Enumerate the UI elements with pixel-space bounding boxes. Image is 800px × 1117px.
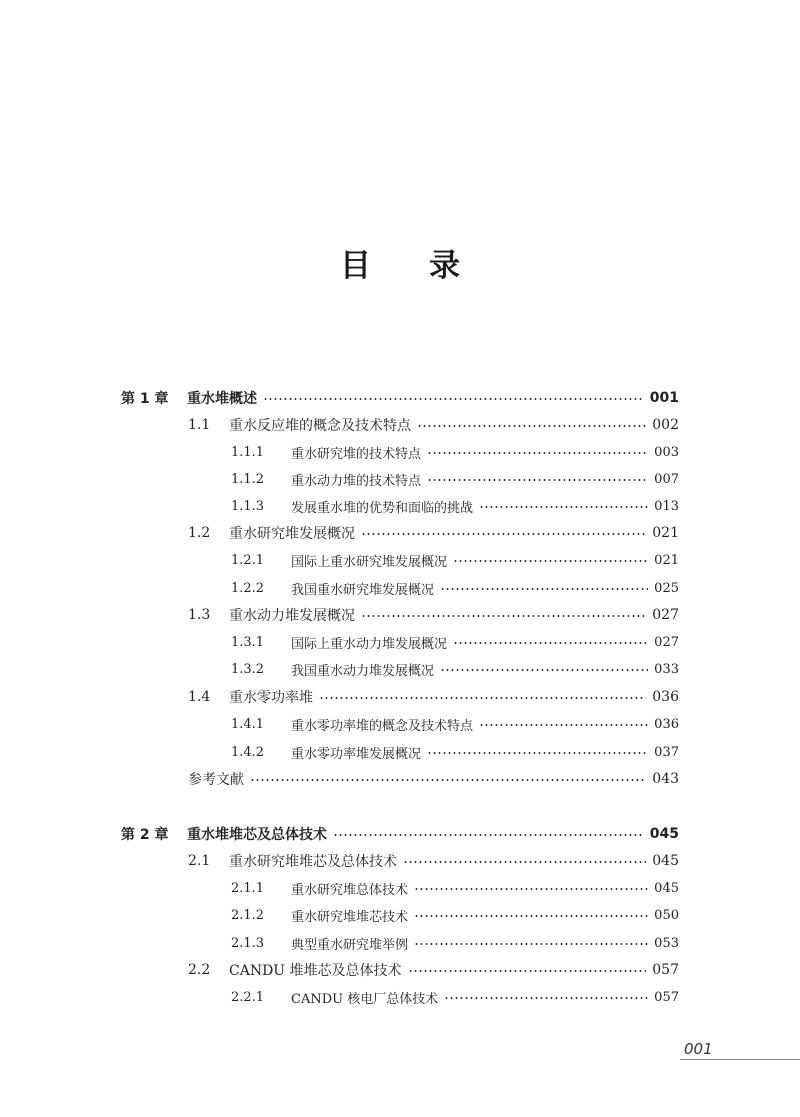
toc-dot-leader [440, 669, 648, 671]
toc-entry[interactable] [0, 931, 800, 955]
toc-entry-number: 2.2 [188, 962, 211, 978]
toc-entry[interactable] [0, 712, 800, 736]
toc-entry-page: 036 [654, 716, 679, 732]
toc-title-char-1: 目 [340, 248, 371, 284]
toc-entry-number: 1.4.1 [231, 716, 265, 732]
page-folio: 001 [684, 1040, 713, 1058]
toc-entry-number: 1.4.2 [231, 744, 265, 760]
toc-entry-page: 021 [654, 552, 679, 568]
toc-entry-page: 045 [652, 853, 679, 869]
toc-dot-leader [403, 861, 646, 863]
toc-dot-leader [361, 615, 646, 617]
toc-entry[interactable] [0, 440, 800, 464]
toc-entry-title: 参考文献 [188, 772, 244, 788]
toc-entry-title: CANDU 堆堆芯及总体技术 [229, 963, 402, 979]
toc-entry-number: 1.1.2 [231, 471, 265, 487]
toc-entry-number: 1.2.2 [231, 580, 265, 596]
toc-entry-page: 027 [654, 634, 679, 650]
toc-entry-page: 021 [652, 525, 679, 541]
toc-entry-number: 1.1.3 [231, 498, 265, 514]
toc-entry-number: 1.2.1 [231, 552, 265, 568]
toc-entry-title: 重水堆概述 [187, 391, 257, 407]
toc-dot-leader [414, 915, 648, 917]
toc-entry-number: 2.1.3 [231, 935, 265, 951]
toc-dot-leader [453, 560, 648, 562]
toc-dot-leader [417, 425, 646, 427]
toc-title [0, 240, 800, 285]
toc-entry-page: 057 [654, 989, 679, 1005]
toc-entry[interactable] [0, 985, 800, 1009]
toc-entry-page: 036 [652, 689, 679, 705]
toc-entry-page: 037 [654, 744, 679, 760]
footer-rule [680, 1059, 800, 1060]
toc-entry-number: 第 2 章 [121, 827, 169, 843]
toc-entry[interactable] [0, 576, 800, 600]
toc-entry-number: 1.3 [188, 607, 211, 623]
toc-entry[interactable] [0, 657, 800, 681]
toc-entry-page: 043 [652, 771, 679, 787]
toc-entry-title: 我国重水研究堆发展概况 [291, 582, 435, 598]
toc-entry[interactable] [0, 630, 800, 654]
toc-entry[interactable] [0, 685, 800, 709]
toc-entry-page: 045 [654, 880, 679, 896]
toc-dot-leader [427, 479, 648, 481]
toc-dot-leader [414, 888, 648, 890]
toc-entry-title: 发展重水堆的优势和面临的挑战 [291, 500, 474, 516]
toc-entry-page: 050 [654, 907, 679, 923]
toc-entry-number: 1.1 [188, 417, 211, 433]
toc-entry-number: 第 1 章 [121, 391, 169, 407]
toc-dot-leader [408, 970, 646, 972]
toc-dot-leader [440, 588, 648, 590]
toc-title-char-2: 录 [429, 248, 460, 284]
toc-entry-page: 033 [654, 661, 679, 677]
toc-entry-title: 重水零功率堆的概念及技术特点 [291, 718, 474, 734]
toc-entry-title: 重水动力堆发展概况 [229, 608, 355, 624]
toc-entry-title: 重水研究堆堆芯及总体技术 [229, 854, 397, 870]
toc-dot-leader [263, 398, 644, 400]
toc-dot-leader [414, 943, 648, 945]
toc-entry-page: 045 [649, 826, 679, 842]
toc-entry[interactable] [0, 767, 800, 791]
toc-entry[interactable] [0, 903, 800, 927]
toc-entry-title: 重水零功率堆 [229, 690, 313, 706]
toc-dot-leader [333, 834, 644, 836]
toc-entry-title: 国际上重水动力堆发展概况 [291, 636, 448, 652]
toc-entry-page: 002 [652, 417, 679, 433]
toc-dot-leader [427, 452, 648, 454]
toc-dot-leader [453, 642, 648, 644]
toc-entry-page: 027 [652, 607, 679, 623]
toc-dot-leader [319, 697, 646, 699]
toc-entry-number: 1.1.1 [231, 444, 265, 460]
toc-entry-title: 重水研究堆发展概况 [229, 526, 355, 542]
toc-entry-title: 重水研究堆堆芯技术 [291, 909, 409, 925]
toc-entry-title: 我国重水动力堆发展概况 [291, 663, 435, 679]
toc-entry-number: 1.4 [188, 689, 211, 705]
toc-dot-leader [361, 533, 646, 535]
toc-entry-number: 1.3.2 [231, 661, 265, 677]
toc-entry-page: 053 [654, 935, 679, 951]
toc-entry-title: 重水动力堆的技术特点 [291, 473, 422, 489]
toc-dot-leader [479, 506, 648, 508]
toc-entry[interactable] [0, 494, 800, 518]
toc-entry-number: 1.2 [188, 525, 211, 541]
toc-entry-title: 国际上重水研究堆发展概况 [291, 554, 448, 570]
toc-dot-leader [444, 997, 648, 999]
toc-entry[interactable] [0, 876, 800, 900]
toc-entry[interactable] [0, 822, 800, 846]
toc-entry[interactable] [0, 548, 800, 572]
toc-entry[interactable] [0, 603, 800, 627]
toc-entry-title: 重水反应堆的概念及技术特点 [229, 418, 411, 434]
toc-entry-page: 007 [654, 471, 679, 487]
toc-entry-number: 2.1.1 [231, 880, 265, 896]
toc-entry-page: 001 [649, 390, 679, 406]
toc-entry-title: 重水研究堆总体技术 [291, 882, 409, 898]
toc-entry-number: 2.1.2 [231, 907, 265, 923]
toc-entry-page: 057 [652, 962, 679, 978]
toc-entry-page: 013 [654, 498, 679, 514]
toc-entry[interactable] [0, 413, 800, 437]
toc-entry[interactable] [0, 521, 800, 545]
toc-entry[interactable] [0, 386, 800, 410]
toc-entry[interactable] [0, 849, 800, 873]
toc-entry-number: 2.1 [188, 853, 211, 869]
toc-entry[interactable] [0, 467, 800, 491]
toc-dot-leader [250, 779, 646, 781]
toc-entry-number: 1.3.1 [231, 634, 265, 650]
toc-entry-page: 025 [654, 580, 679, 596]
toc-entry-number: 2.2.1 [231, 989, 265, 1005]
toc-entry[interactable] [0, 740, 800, 764]
toc-entry-title: 重水零功率堆发展概况 [291, 746, 422, 762]
toc-dot-leader [427, 752, 648, 754]
toc-entry-title: CANDU 核电厂总体技术 [291, 991, 439, 1007]
toc-entry-title: 重水研究堆的技术特点 [291, 446, 422, 462]
toc-entry[interactable] [0, 958, 800, 982]
toc-entry-title: 典型重水研究堆举例 [291, 937, 409, 953]
toc-entry-title: 重水堆堆芯及总体技术 [187, 827, 327, 843]
toc-dot-leader [479, 724, 648, 726]
toc-entry-page: 003 [654, 444, 679, 460]
